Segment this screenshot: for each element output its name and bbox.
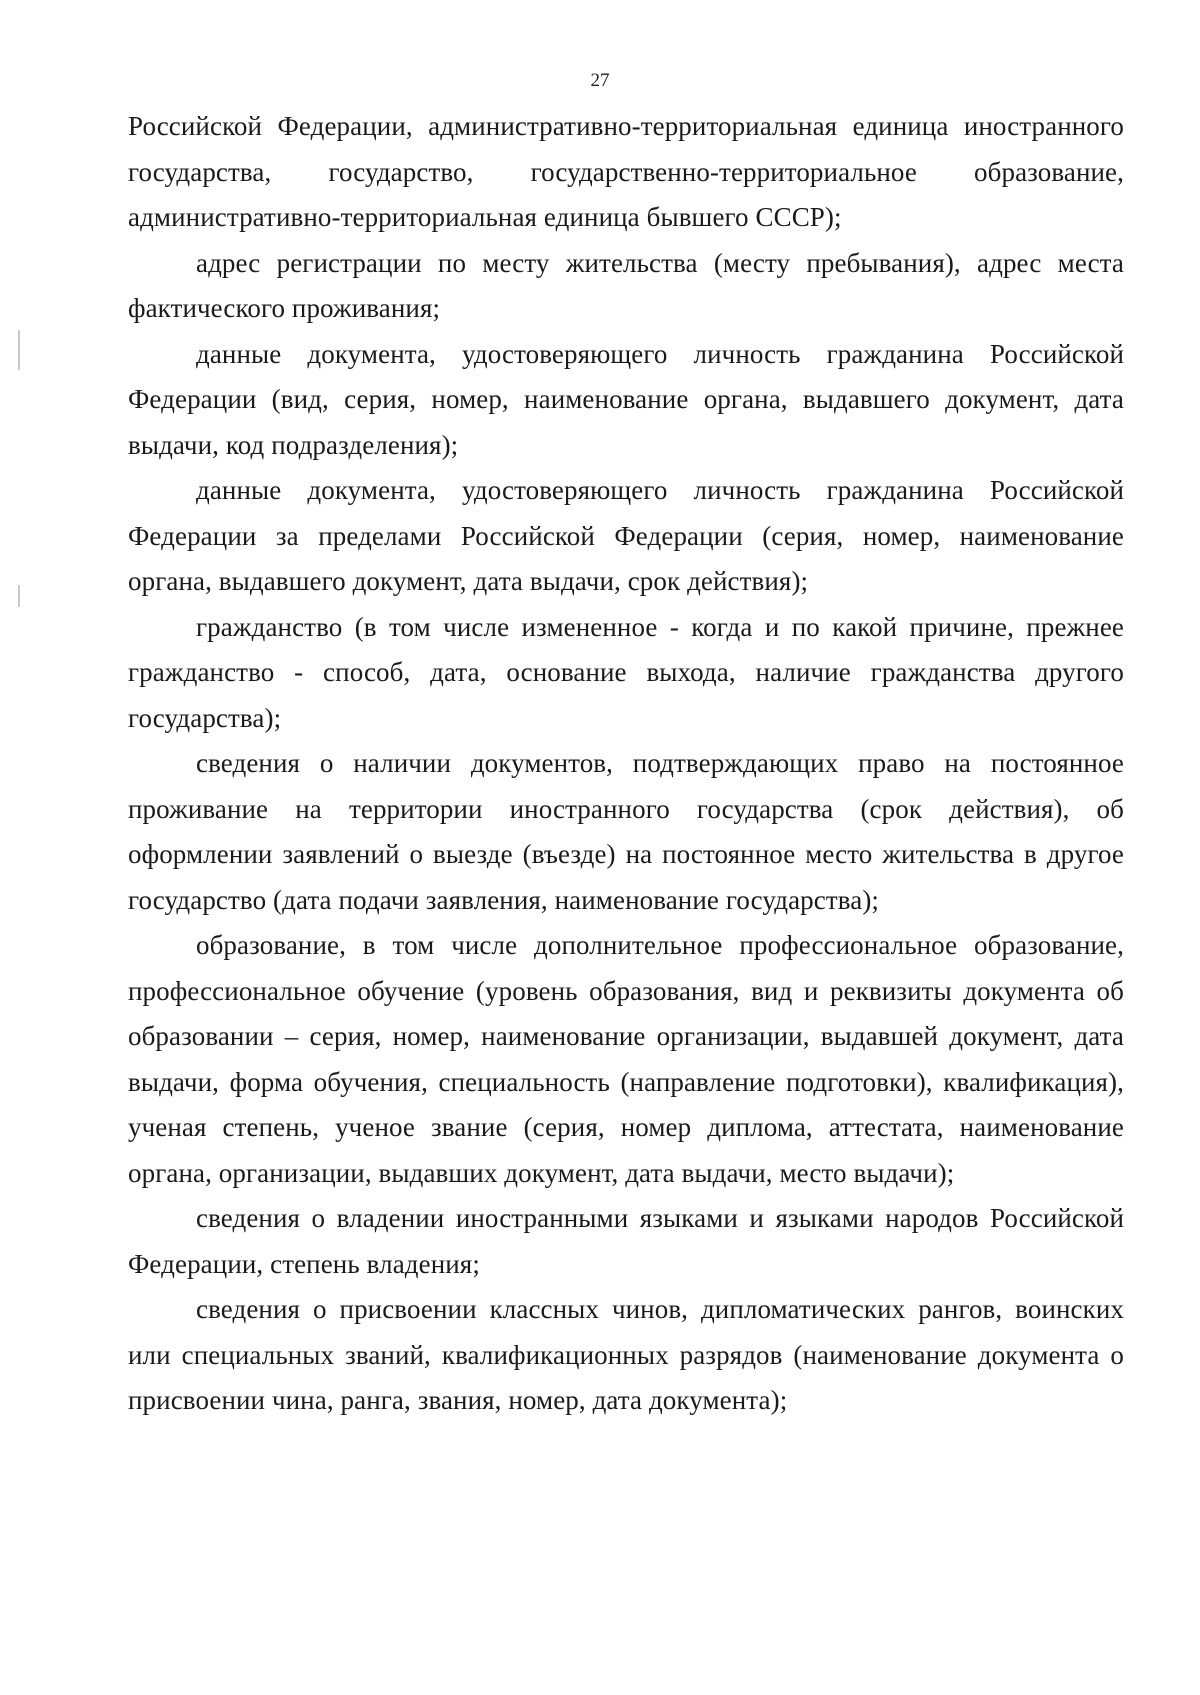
paragraph: образование, в том числе дополнительное профессиональное образование, профессиональное обучение (уровень образования, вид и реквизиты документа об образовании – серия, номер, наименование организации, выдавшей документ, дата выдачи, форма обучения, специальность (направление подготовки), квалификация), ученая степень, ученое звание (серия, номер диплома, аттестата, наименование органа, организации, выдавших документ, дата выдачи, место выдачи); — [128, 930, 1124, 1188]
paragraph: гражданство (в том числе измененное - когда и по какой причине, прежнее гражданство - способ, дата, основание выхода, наличие гражданства другого государства); — [128, 611, 1124, 733]
paragraph: адрес регистрации по месту жительства (месту пребывания), адрес места фактического проживания; — [128, 247, 1124, 323]
page-number: 27 — [590, 70, 610, 91]
paragraph: сведения о владении иностранными языками и языками народов Российской Федерации, степень владения; — [128, 1203, 1124, 1279]
scan-margin-mark — [18, 330, 20, 370]
paragraph: сведения о наличии документов, подтверждающих право на постоянное проживание на территории иностранного государства (срок действия), об оформлении заявлений о выезде (въезде) на постоянное место жительства в другое государство (дата подачи заявления, наименование государства); — [128, 748, 1124, 915]
scan-margin-mark — [18, 585, 20, 607]
paragraph: данные документа, удостоверяющего личность гражданина Российской Федерации (вид, серия, номер, наименование органа, выдавшего документ, дата выдачи, код подразделения); — [128, 338, 1124, 460]
document-body — [128, 104, 1124, 1424]
paragraph: сведения о присвоении классных чинов, дипломатических рангов, воинских или специальных званий, квалификационных разрядов (наименование документа о присвоении чина, ранга, звания, номер, дата документа); — [128, 1294, 1124, 1415]
paragraph: Российской Федерации, административно-территориальная единица иностранного государства, государство, государственно-территориальное образование, административно-территориальная единица бывшего СССР); — [128, 111, 1124, 232]
paragraph: данные документа, удостоверяющего личность гражданина Российской Федерации за пределами Российской Федерации (серия, номер, наименование органа, выдавшего документ, дата выдачи, срок действия); — [128, 475, 1124, 596]
